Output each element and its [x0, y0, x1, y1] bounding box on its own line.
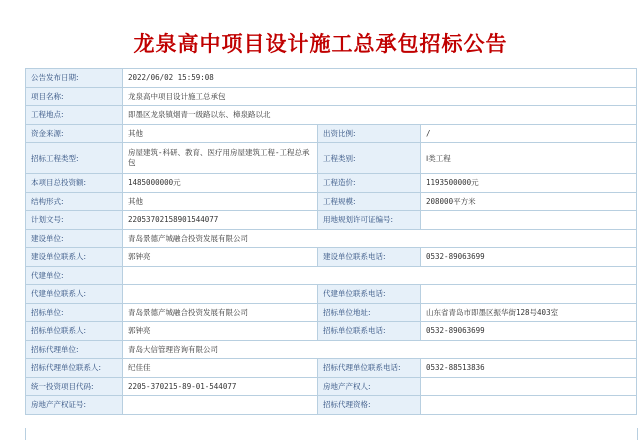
field-value: 纪佳佳 — [123, 359, 318, 378]
table-row — [26, 174, 637, 193]
field-value — [421, 377, 637, 396]
field-value: 龙泉高中项目设计施工总承包 — [123, 87, 637, 106]
field-label: 建设单位联系人: — [26, 248, 123, 267]
field-value — [421, 211, 637, 230]
field-value — [421, 285, 637, 304]
table-row — [26, 340, 637, 359]
field-label: 本项目总投资额: — [26, 174, 123, 193]
table-row — [26, 396, 637, 415]
field-label: 代建单位联系电话: — [318, 285, 421, 304]
field-value: 郭钟亮 — [123, 322, 318, 341]
tender-info-table — [25, 68, 637, 415]
field-value: 房屋建筑-科研、教育、医疗用房屋建筑工程-工程总承包 — [123, 143, 318, 174]
field-label: 结构形式: — [26, 192, 123, 211]
field-value: 青岛大信管理咨询有限公司 — [123, 340, 637, 359]
field-label: 工程造价: — [318, 174, 421, 193]
field-value: 2205-370215-89-01-544077 — [123, 377, 318, 396]
table-row — [26, 303, 637, 322]
field-value: / — [421, 124, 637, 143]
field-label: 建设单位联系电话: — [318, 248, 421, 267]
field-label: 出资比例: — [318, 124, 421, 143]
table-row — [26, 266, 637, 285]
table-row — [26, 143, 637, 174]
table-row — [26, 322, 637, 341]
field-label: 资金来源: — [26, 124, 123, 143]
field-value: 1485000000元 — [123, 174, 318, 193]
field-value: 其他 — [123, 192, 318, 211]
table-row — [26, 124, 637, 143]
field-label: 招标单位联系人: — [26, 322, 123, 341]
field-label: 工程规模: — [318, 192, 421, 211]
field-value: 0532-89063699 — [421, 322, 637, 341]
field-value: 其他 — [123, 124, 318, 143]
table-row — [26, 359, 637, 378]
field-value — [123, 396, 318, 415]
field-value — [123, 266, 637, 285]
field-label: 代建单位联系人: — [26, 285, 123, 304]
field-label: 房地产产权证号: — [26, 396, 123, 415]
table-row — [26, 211, 637, 230]
field-label: 房地产产权人: — [318, 377, 421, 396]
table-row — [26, 87, 637, 106]
field-value: Ⅰ类工程 — [421, 143, 637, 174]
field-label: 招标代理单位: — [26, 340, 123, 359]
field-label: 招标单位地址: — [318, 303, 421, 322]
field-label: 项目名称: — [26, 87, 123, 106]
field-label: 招标代理单位联系人: — [26, 359, 123, 378]
field-label: 用地规划许可证编号: — [318, 211, 421, 230]
table-row — [26, 106, 637, 125]
table-row — [26, 285, 637, 304]
field-value: 0532-89063699 — [421, 248, 637, 267]
field-value: 2022/06/02 15:59:08 — [123, 69, 637, 88]
table-row — [26, 248, 637, 267]
table-row — [26, 229, 637, 248]
field-value: 郭钟亮 — [123, 248, 318, 267]
field-label: 计划文号: — [26, 211, 123, 230]
field-label: 建设单位: — [26, 229, 123, 248]
field-label: 工程类别: — [318, 143, 421, 174]
field-label: 招标代理单位联系电话: — [318, 359, 421, 378]
field-label: 统一投资项目代码: — [26, 377, 123, 396]
field-label: 工程地点: — [26, 106, 123, 125]
field-label: 招标工程类型: — [26, 143, 123, 174]
field-label: 招标单位联系电话: — [318, 322, 421, 341]
field-value: 1193500000元 — [421, 174, 637, 193]
field-label: 公告发布日期: — [26, 69, 123, 88]
field-value: 山东省青岛市即墨区振华街128号403室 — [421, 303, 637, 322]
table-row — [26, 192, 637, 211]
field-value — [123, 285, 318, 304]
field-value — [421, 396, 637, 415]
field-value: 青岛景德产城融合投资发展有限公司 — [123, 229, 637, 248]
field-label: 招标单位: — [26, 303, 123, 322]
field-label: 代建单位: — [26, 266, 123, 285]
field-value: 2205370215890154407​7 — [123, 211, 318, 230]
field-value: 0532-88513836 — [421, 359, 637, 378]
field-label: 招标代理资格: — [318, 396, 421, 415]
field-value: 青岛景德产城融合投资发展有限公司 — [123, 303, 318, 322]
table-row — [26, 69, 637, 88]
table-continuation — [25, 428, 638, 440]
field-value: 即墨区龙泉镇烟青一级路以东、樟泉路以北 — [123, 106, 637, 125]
field-value: 208000平方米 — [421, 192, 637, 211]
page-title: 龙泉高中项目设计施工总承包招标公告 — [133, 32, 508, 56]
table-row — [26, 377, 637, 396]
